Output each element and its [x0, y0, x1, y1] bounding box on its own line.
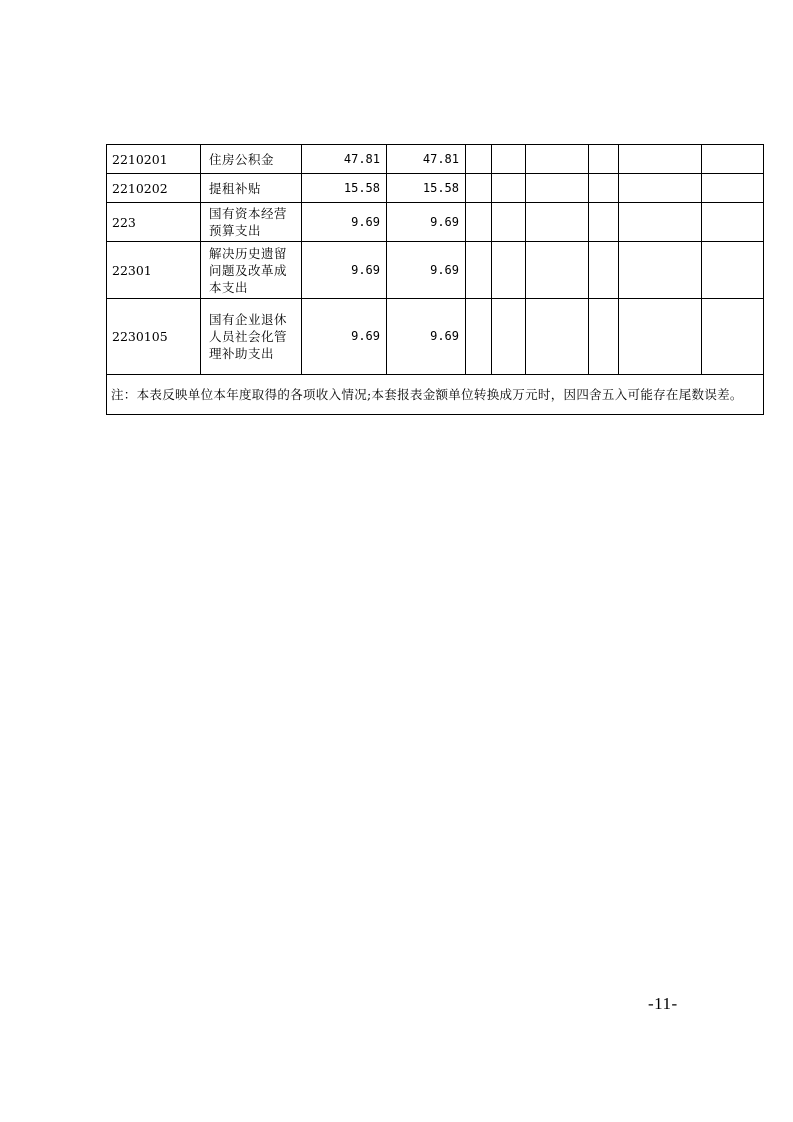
table-note-row — [107, 375, 764, 415]
table-row — [107, 174, 764, 203]
row-name: 国有资本经营预算支出 — [201, 203, 302, 242]
page-number: -11- — [648, 994, 678, 1013]
empty-cell — [702, 203, 764, 242]
row-amount-total: 9.69 — [302, 203, 387, 242]
empty-cell — [702, 145, 764, 174]
empty-cell — [466, 299, 492, 375]
empty-cell — [526, 242, 589, 299]
row-name: 住房公积金 — [201, 145, 302, 174]
empty-cell — [619, 145, 702, 174]
empty-cell — [589, 203, 619, 242]
empty-cell — [492, 299, 526, 375]
empty-cell — [526, 174, 589, 203]
row-amount-appropriation: 9.69 — [387, 299, 466, 375]
empty-cell — [526, 203, 589, 242]
empty-cell — [702, 242, 764, 299]
empty-cell — [619, 299, 702, 375]
row-code: 2230105 — [107, 299, 201, 375]
table-row — [107, 203, 764, 242]
empty-cell — [619, 242, 702, 299]
empty-cell — [492, 242, 526, 299]
row-amount-appropriation: 9.69 — [387, 203, 466, 242]
empty-cell — [702, 299, 764, 375]
empty-cell — [702, 174, 764, 203]
empty-cell — [492, 203, 526, 242]
empty-cell — [526, 145, 589, 174]
empty-cell — [619, 174, 702, 203]
row-amount-total: 9.69 — [302, 299, 387, 375]
table-row — [107, 299, 764, 375]
row-amount-appropriation: 15.58 — [387, 174, 466, 203]
row-amount-appropriation: 9.69 — [387, 242, 466, 299]
row-code: 2210201 — [107, 145, 201, 174]
empty-cell — [492, 145, 526, 174]
empty-cell — [466, 174, 492, 203]
empty-cell — [589, 242, 619, 299]
row-amount-total: 47.81 — [302, 145, 387, 174]
empty-cell — [466, 242, 492, 299]
empty-cell — [466, 203, 492, 242]
row-name: 提租补贴 — [201, 174, 302, 203]
empty-cell — [589, 174, 619, 203]
empty-cell — [526, 299, 589, 375]
table-note: 注：本表反映单位本年度取得的各项收入情况;本套报表金额单位转换成万元时，因四舍五入可能存在尾数误差。 — [107, 375, 764, 415]
row-code: 2210202 — [107, 174, 201, 203]
row-amount-appropriation: 47.81 — [387, 145, 466, 174]
empty-cell — [466, 145, 492, 174]
empty-cell — [589, 145, 619, 174]
empty-cell — [619, 203, 702, 242]
row-amount-total: 15.58 — [302, 174, 387, 203]
row-name: 解决历史遗留问题及改革成本支出 — [201, 242, 302, 299]
row-code: 22301 — [107, 242, 201, 299]
table-row — [107, 242, 764, 299]
row-code: 223 — [107, 203, 201, 242]
table-row — [107, 145, 764, 174]
row-amount-total: 9.69 — [302, 242, 387, 299]
empty-cell — [492, 174, 526, 203]
empty-cell — [589, 299, 619, 375]
budget-income-table — [106, 144, 764, 415]
row-name: 国有企业退休人员社会化管理补助支出 — [201, 299, 302, 375]
